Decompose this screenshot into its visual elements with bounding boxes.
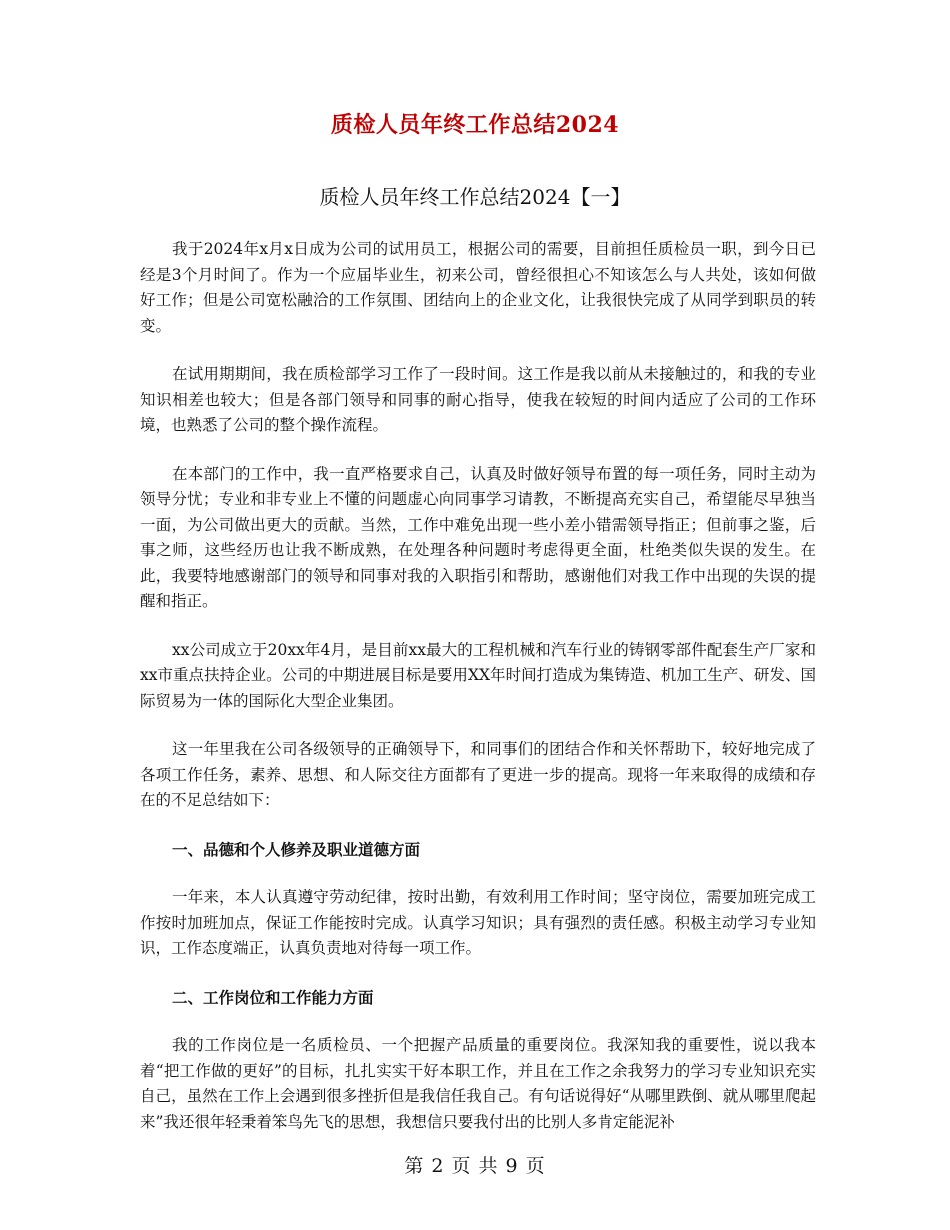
section-heading: 二、工作岗位和工作能力方面 <box>172 987 374 1007</box>
paragraph: 在本部门的工作中，我一直严格要求自己，认真及时做好领导布置的每一项任务，同时主动为领导分忧；专业和非专业上不懂的问题虚心向同事学习请教，不断提高充实自己，希望能尽早独当一面，为公司做出更大的贡献。当然，工作中难免出现一些小差小错需领导指正；但前事之鉴，后事之师，这些经历也让我不断成熟，在处理各种问题时考虑得更全面，杜绝类似失误的发生。在此，我要特地感谢部门的领导和同事对我的入职指引和帮助，感谢他们对我工作中出现的失误的提醒和指正。 <box>140 464 816 610</box>
paragraph: 我于2024年x月x日成为公司的试用员工，根据公司的需要，目前担任质检员一职，到今日已经是3个月时间了。作为一个应届毕业生，初来公司，曾经很担心不知该怎么与人共处，该如何做好工作；但是公司宽松融洽的工作氛围、团结向上的企业文化，让我很快完成了从同学到职员的转变。 <box>140 240 816 335</box>
paragraph: 一年来，本人认真遵守劳动纪律，按时出勤，有效利用工作时间；坚守岗位，需要加班完成工作按时加班加点，保证工作能按时完成。认真学习知识；具有强烈的责任感。积极主动学习专业知识，工作态度端正，认真负责地对待每一项工作。 <box>140 888 816 957</box>
paragraph: 我的工作岗位是一名质检员、一个把握产品质量的重要岗位。我深知我的重要性，说以我本着“把工作做的更好”的目标，扎扎实实干好本职工作，并且在工作之余我努力的学习专业知识充实自己，虽然在工作上会遇到很多挫折但是我信任我自己。有句话说得好“从哪里跌倒、就从哪里爬起来”我还很年轻秉着笨鸟先飞的思想，我想信只要我付出的比别人多肯定能泥补 <box>140 1036 816 1131</box>
document-subtitle: 质检人员年终工作总结2024【一】 <box>319 185 631 209</box>
document-body <box>140 237 816 1158</box>
paragraph: 这一年里我在公司各级领导的正确领导下，和同事们的团结合作和关怀帮助下，较好地完成了各项工作任务，素养、思想、和人际交往方面都有了更进一步的提高。现将一年来取得的成绩和存在的不足总结如下： <box>140 740 816 809</box>
document-title: 质检人员年终工作总结2024 <box>330 112 620 138</box>
paragraph: 在试用期期间，我在质检部学习工作了一段时间。这工作是我以前从未接触过的，和我的专业知识相差也较大；但是各部门领导和同事的耐心指导，使我在较短的时间内适应了公司的工作环境，也熟悉了公司的整个操作流程。 <box>140 365 816 434</box>
page-number-footer: 第 2 页 共 9 页 <box>404 1155 546 1177</box>
section-heading: 一、品德和个人修养及职业道德方面 <box>172 839 421 859</box>
paragraph: xx公司成立于20xx年4月，是目前xx最大的工程机械和汽车行业的铸钢零部件配套生产厂家和xx市重点扶持企业。公司的中期进展目标是要用XX年时间打造成为集铸造、机加工生产、研发、国际贸易为一体的国际化大型企业集团。 <box>140 640 816 710</box>
